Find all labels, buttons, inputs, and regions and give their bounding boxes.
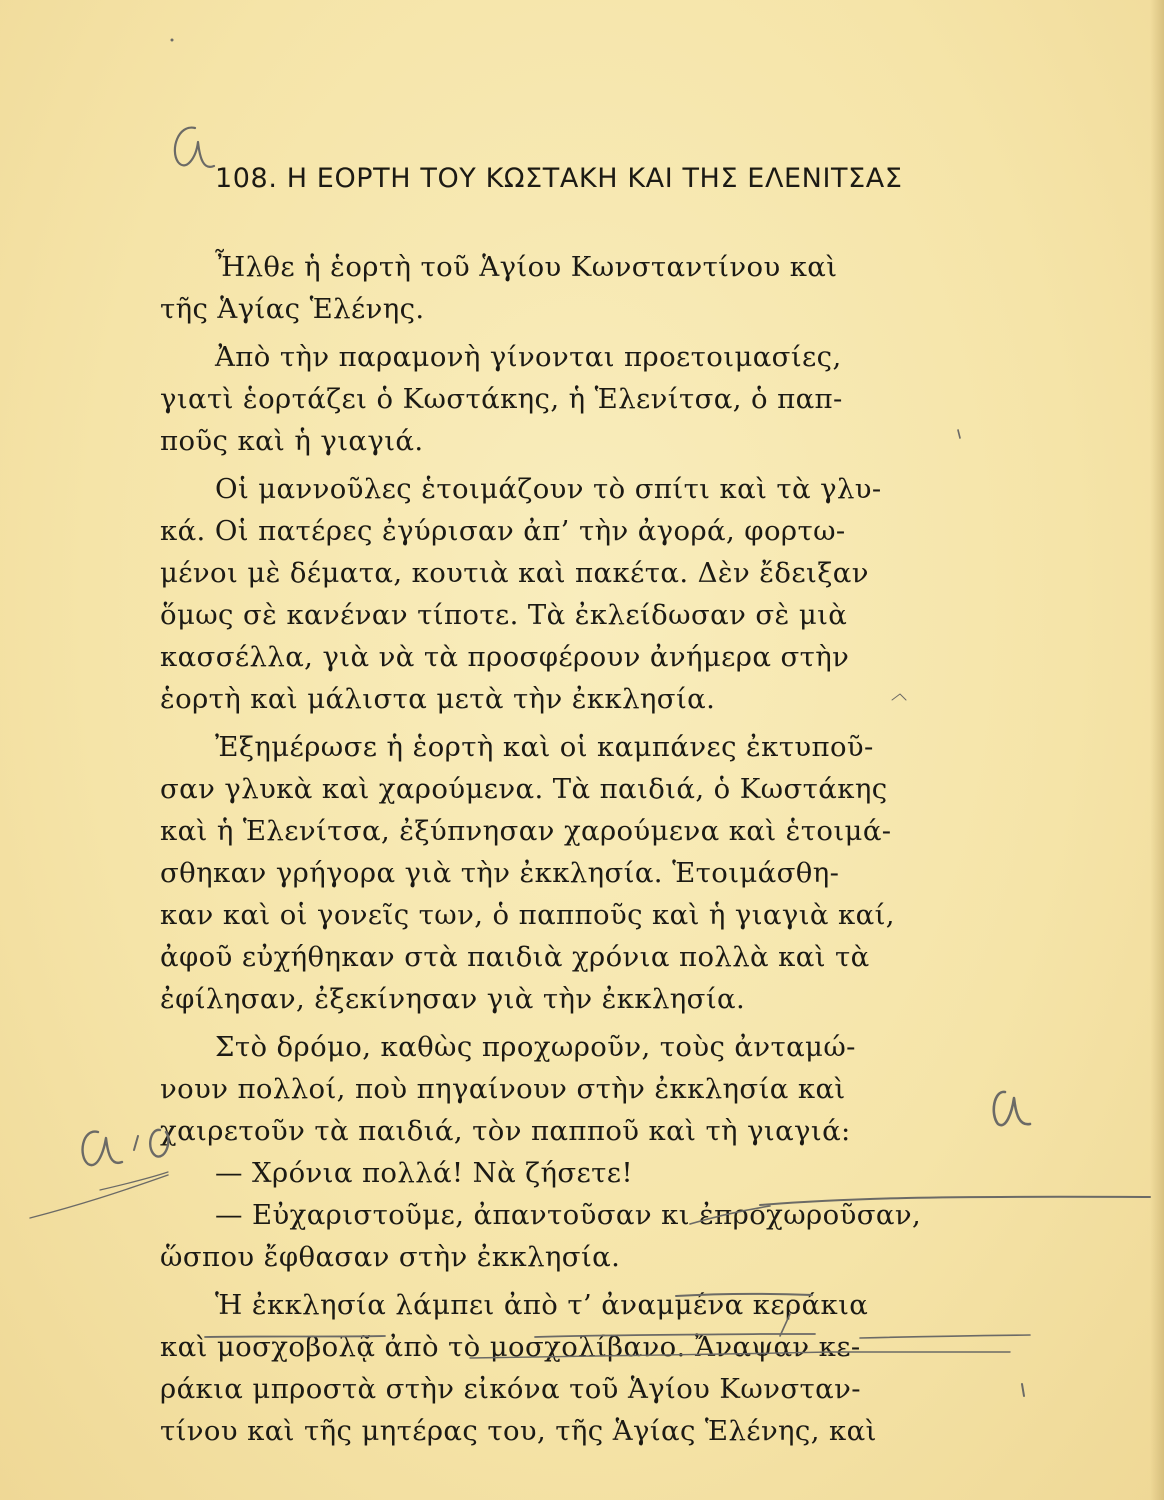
page-edge-shadow <box>1150 0 1164 1500</box>
text-line: σαν γλυκὰ καὶ χαρούμενα. Τὰ παιδιά, ὁ Κωστάκης <box>160 773 888 805</box>
text-line: καὶ μοσχοβολᾷ ἀπὸ τὸ μοσχολίβανο. Ἄναψαν κε- <box>160 1331 861 1363</box>
text-line: — Εὐχαριστοῦμε, ἀπαντοῦσαν κι ἐπροχωροῦσαν, <box>215 1199 922 1231</box>
text-line: μένοι μὲ δέματα, κουτιὰ καὶ πακέτα. Δὲν ἔδειξαν <box>160 557 869 589</box>
text-line: ράκια μπροστὰ στὴν εἰκόνα τοῦ Ἁγίου Κωνσταν- <box>160 1373 861 1405</box>
guide-line <box>30 1175 168 1218</box>
text-line: κά. Οἱ πατέρες ἐγύρισαν ἀπ’ τὴν ἀγορά, φορτω- <box>160 515 846 547</box>
text-line: Ἐξημέρωσε ἡ ἑορτὴ καὶ οἱ καμπάνες ἐκτυποῦ- <box>215 731 874 763</box>
text-line: Οἱ μαννοῦλες ἑτοιμάζουν τὸ σπίτι καὶ τὰ γλυ- <box>215 473 882 505</box>
text-line: γιατὶ ἑορτάζει ὁ Κωστάκης, ἡ Ἑλενίτσα, ὁ παπ- <box>160 383 843 415</box>
alpha-mark-left <box>83 1132 122 1165</box>
alpha-mark-top <box>175 128 214 167</box>
page-title: 108. Η ΕΟΡΤΗ ΤΟΥ ΚΩΣΤΑΚΗ ΚΑΙ ΤΗΣ ΕΛΕΝΙΤΣΑΣ <box>215 163 903 194</box>
text-line: Στὸ δρόμο, καθὼς προχωροῦν, τοὺς ἀνταμώ- <box>215 1031 856 1063</box>
text-line: νουν πολλοί, ποὺ πηγαίνουν στὴν ἐκκλησία καὶ <box>160 1073 846 1105</box>
text-line: ἀφοῦ εὐχήθηκαν στὰ παιδιὰ χρόνια πολλὰ καὶ τὰ <box>160 941 870 973</box>
text-line: ποῦς καὶ ἡ γιαγιά. <box>160 425 424 457</box>
text-line: — Χρόνια πολλά! Νὰ ζήσετε! <box>215 1157 633 1189</box>
text-line: σθηκαν γρήγορα γιὰ τὴν ἐκκλησία. Ἑτοιμάσθη- <box>160 857 840 889</box>
text-line: ἑορτὴ καὶ μάλιστα μετὰ τὴν ἐκκλησία. <box>160 683 716 715</box>
text-line: ὥσπου ἔφθασαν στὴν ἐκκλησία. <box>160 1241 621 1273</box>
text-line: χαιρετοῦν τὰ παιδιά, τὸν παπποῦ καὶ τὴ γιαγιά: <box>160 1115 851 1147</box>
text-line: καν καὶ οἱ γονεῖς των, ὁ παπποῦς καὶ ἡ γιαγιὰ καί, <box>160 899 895 931</box>
text-line: τῆς Ἁγίας Ἑλένης. <box>160 293 425 325</box>
text-line: κασσέλλα, γιὰ νὰ τὰ προσφέρουν ἀνήμερα στὴν <box>160 641 850 673</box>
text-line: τίνου καὶ τῆς μητέρας του, τῆς Ἁγίας Ἑλένης, καὶ <box>160 1415 877 1447</box>
text-line: Ἦλθε ἡ ἑορτὴ τοῦ Ἁγίου Κωνσταντίνου καὶ <box>215 251 838 283</box>
text-line: Ἀπὸ τὴν παραμονὴ γίνονται προετοιμασίες, <box>215 341 842 373</box>
text-line: καὶ ἡ Ἑλενίτσα, ἐξύπνησαν χαρούμενα καὶ ἑτοιμά- <box>160 815 892 847</box>
text-line: ἐφίλησαν, ἐξεκίνησαν γιὰ τὴν ἐκκλησία. <box>160 983 746 1015</box>
text-line: ὅμως σὲ κανέναν τίποτε. Τὰ ἐκλείδωσαν σὲ μιὰ <box>160 599 848 631</box>
body-text <box>160 246 1010 1452</box>
text-line: Ἡ ἐκκλησία λάμπει ἀπὸ τ’ ἀναμμένα κεράκια <box>215 1289 869 1321</box>
